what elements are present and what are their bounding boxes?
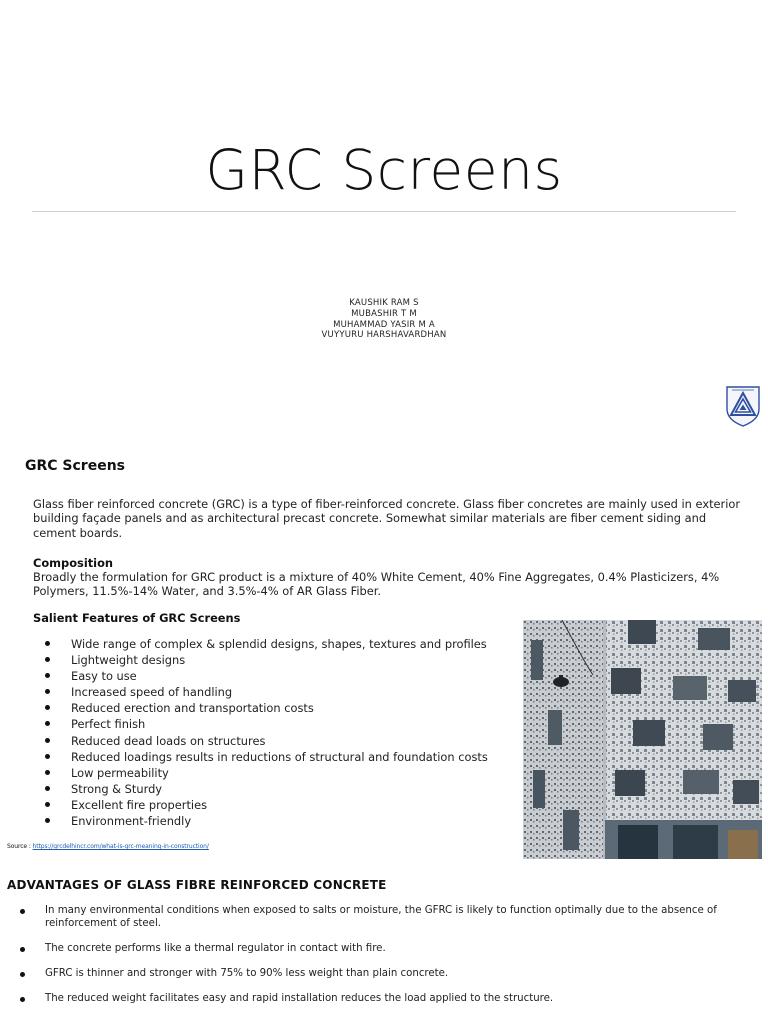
author-name: MUBASHIR T M xyxy=(351,308,417,319)
grc-screen-building-photo xyxy=(523,620,762,859)
source-label: Source : xyxy=(7,843,33,850)
feature-text: Perfect finish xyxy=(71,717,146,732)
list-item xyxy=(45,797,515,813)
bullet-icon xyxy=(45,673,50,678)
bullet-icon xyxy=(20,997,25,1002)
author-name: KAUSHIK RAM S xyxy=(349,298,419,308)
advantage-text: GFRC is thinner and stronger with 75% to 90% less weight than plain concrete. xyxy=(45,967,449,979)
list-item xyxy=(45,700,515,716)
bullet-icon xyxy=(20,947,25,952)
feature-text: Reduced erection and transportation costs xyxy=(71,701,314,716)
section-heading: GRC Screens xyxy=(25,458,125,474)
bullet-icon xyxy=(45,689,50,694)
features-list xyxy=(45,636,515,829)
bullet-icon xyxy=(45,705,50,710)
list-item xyxy=(45,636,515,652)
feature-text: Reduced dead loads on structures xyxy=(71,733,266,748)
feature-text: Low permeability xyxy=(71,765,169,780)
bullet-icon xyxy=(45,738,50,743)
advantage-text: The concrete performs like a thermal regulator in contact with fire. xyxy=(45,942,386,954)
bullet-icon xyxy=(45,657,50,662)
list-item xyxy=(20,943,750,956)
bullet-icon xyxy=(20,972,25,977)
source-link[interactable]: https://grcdelhincr.com/what-is-grc-meaning-in-construction/ xyxy=(32,843,209,850)
author-name: MUHAMMAD YASIR M A xyxy=(333,319,435,330)
institution-logo-icon xyxy=(723,383,763,427)
intro-paragraph: Glass fiber reinforced concrete (GRC) is a type of fiber-reinforced concrete. Glass fiber concretes are mainly used in exterior building façade panels and as architectural precast concrete. Somewhat similar materials are fiber cement siding and cement boards. xyxy=(33,497,741,540)
feature-text: Environment-friendly xyxy=(71,814,192,829)
list-item xyxy=(45,813,515,829)
list-item xyxy=(45,781,515,797)
list-item xyxy=(45,668,515,684)
list-item xyxy=(20,905,750,931)
bullet-icon xyxy=(45,818,50,823)
advantage-text: In many environmental conditions when exposed to salts or moisture, the GFRC is likely to function optimally due to the absence of reinforcement of steel. xyxy=(45,905,717,929)
composition-paragraph: Broadly the formulation for GRC product is a mixture of 40% White Cement, 40% Fine Aggregates, 0.4% Plasticizers, 4% Polymers, 11.5%-14% Water, and 3.5%-4% of AR Glass Fiber. xyxy=(33,570,720,599)
list-item xyxy=(45,733,515,749)
feature-text: Lightweight designs xyxy=(71,653,186,668)
author-name: VUYYURU HARSHAVARDHAN xyxy=(321,330,447,341)
bullet-icon xyxy=(20,909,25,914)
bullet-icon xyxy=(45,641,50,646)
advantages-heading: ADVANTAGES OF GLASS FIBRE REINFORCED CONCRETE xyxy=(7,878,387,892)
list-item xyxy=(20,993,750,1006)
features-heading: Salient Features of GRC Screens xyxy=(33,611,241,625)
feature-text: Reduced loadings results in reductions of structural and foundation costs xyxy=(71,749,488,764)
bullet-icon xyxy=(45,754,50,759)
feature-text: Strong & Sturdy xyxy=(71,781,163,796)
list-item xyxy=(45,749,515,765)
feature-text: Increased speed of handling xyxy=(71,685,233,700)
list-item xyxy=(45,716,515,732)
bullet-icon xyxy=(45,786,50,791)
list-item xyxy=(45,684,515,700)
feature-text: Wide range of complex & splendid designs, shapes, textures and profiles xyxy=(71,637,487,651)
feature-text: Easy to use xyxy=(71,669,137,684)
title-divider xyxy=(32,211,736,212)
source-citation xyxy=(7,843,209,850)
advantage-text: The reduced weight facilitates easy and rapid installation reduces the load applied to the structure. xyxy=(45,992,554,1004)
bullet-icon xyxy=(45,802,50,807)
composition-heading: Composition xyxy=(33,556,114,570)
author-list xyxy=(0,298,768,341)
list-item xyxy=(45,765,515,781)
bullet-icon xyxy=(45,770,50,775)
advantages-list xyxy=(20,905,750,1018)
list-item xyxy=(20,968,750,981)
slide-title: GRC Screens xyxy=(205,138,563,202)
list-item xyxy=(45,652,515,668)
bullet-icon xyxy=(45,721,50,726)
feature-text: Excellent fire properties xyxy=(71,797,208,812)
